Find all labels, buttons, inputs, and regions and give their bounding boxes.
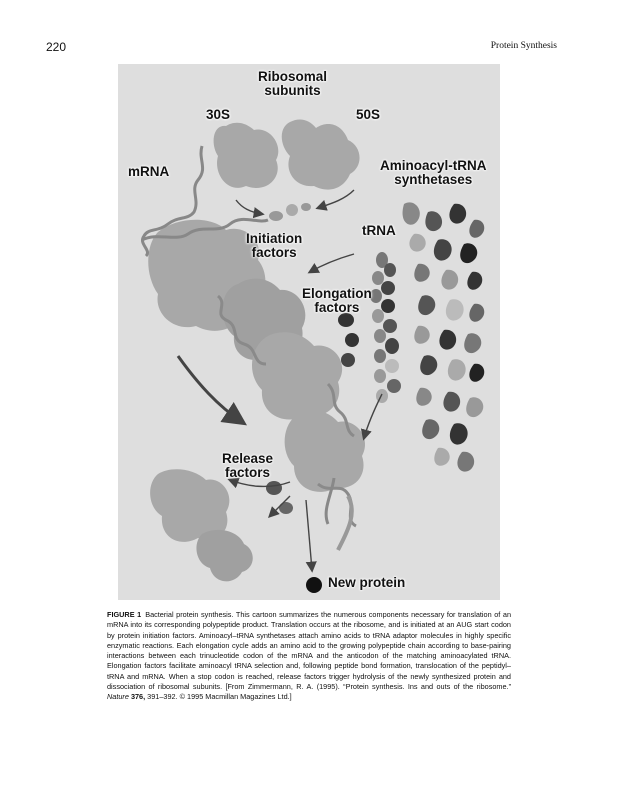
arrow — [318, 190, 354, 208]
arrow — [364, 394, 382, 438]
caption-volume: 376, — [130, 692, 146, 702]
label-line: synthetases — [394, 172, 473, 187]
figure-caption — [107, 610, 511, 703]
caption-figure-label: FIGURE 1 — [107, 610, 142, 619]
label-line: factors — [225, 465, 271, 480]
initiation-factors-label — [246, 232, 302, 260]
trna-column — [370, 252, 401, 403]
elongation-factor-shape — [338, 313, 354, 327]
arrow — [178, 356, 242, 422]
new-protein-shape — [306, 577, 322, 593]
mrna-label: mRNA — [128, 164, 170, 179]
running-head: Protein Synthesis — [490, 41, 557, 51]
large-subunit-label: 50S — [356, 107, 381, 122]
initiation-factor-shape — [301, 203, 311, 211]
small-subunit-label: 30S — [206, 107, 231, 122]
small-subunit-30s-shape — [214, 123, 279, 188]
trna-label: tRNA — [362, 223, 396, 238]
figure-illustration — [118, 64, 500, 600]
page-number: 220 — [46, 40, 67, 54]
release-factor-shape — [266, 481, 282, 495]
label-line: Release — [222, 451, 274, 466]
synthetase-cluster — [403, 202, 485, 471]
release-factors-label — [222, 452, 273, 480]
label-line: Elongation — [302, 286, 372, 301]
label-line: Initiation — [246, 231, 303, 246]
elongation-factor-shape — [341, 353, 355, 367]
new-protein-label: New protein — [328, 575, 406, 590]
label-line: factors — [314, 300, 360, 315]
ribosome-complex-4 — [285, 410, 365, 492]
label-line: Ribosomal — [258, 69, 328, 84]
ribosomal-subunits-label — [258, 70, 327, 98]
elongation-factors-label — [302, 287, 372, 315]
label-line: factors — [251, 245, 297, 260]
initiation-factor-shape — [269, 211, 283, 221]
ribosome-complex-3 — [252, 332, 342, 419]
protein-synthesis-figure — [118, 64, 500, 600]
caption-journal: Nature — [107, 692, 129, 702]
elongation-factor-shape — [345, 333, 359, 347]
large-subunit-50s-shape — [282, 120, 360, 190]
arrow — [306, 500, 312, 570]
label-line: Aminoacyl-tRNA — [380, 158, 487, 173]
synthetases-label — [380, 159, 487, 187]
caption-tail: 391–392. © 1995 Macmillan Magazines Ltd.] — [145, 692, 292, 702]
released-subunit-shape — [196, 530, 252, 581]
initiation-factor-shape — [286, 204, 298, 216]
arrow — [236, 200, 262, 214]
arrow — [310, 254, 354, 272]
caption-body: Bacterial protein synthesis. This cartoon summarizes the numerous components necessary for translation of an mRNA into its corresponding polypeptide product. Translation occurs at the ribosome, and is initiated at an AUG start codon by protein initiation factors. Aminoacyl–tRNA synthetases attach amino acids to tRNA adaptor molecules in highly specific enzymatic reactions. Each elongation cycle adds an amino acid to the growing polypeptide chain according to base-pairing interactions between each trinucleotide codon of the mRNA and the anticodon of the matching aminoacylated tRNA. Elongation factors facilitate aminoacyl tRNA selection and, following peptide bond formation, translocation of the peptidyl–tRNA and mRNA. When a stop codon is reached, release factors trigger hydrolysis of the newly synthesized protein and dissociation of ribosomal subunits. [From Zimmermann, R. A. (1995). “Protein synthesis. Ins and outs of the ribosome.” — [107, 610, 511, 692]
polypeptide-chain — [338, 496, 352, 550]
release-factor-shape — [279, 502, 293, 514]
label-line: subunits — [264, 83, 321, 98]
